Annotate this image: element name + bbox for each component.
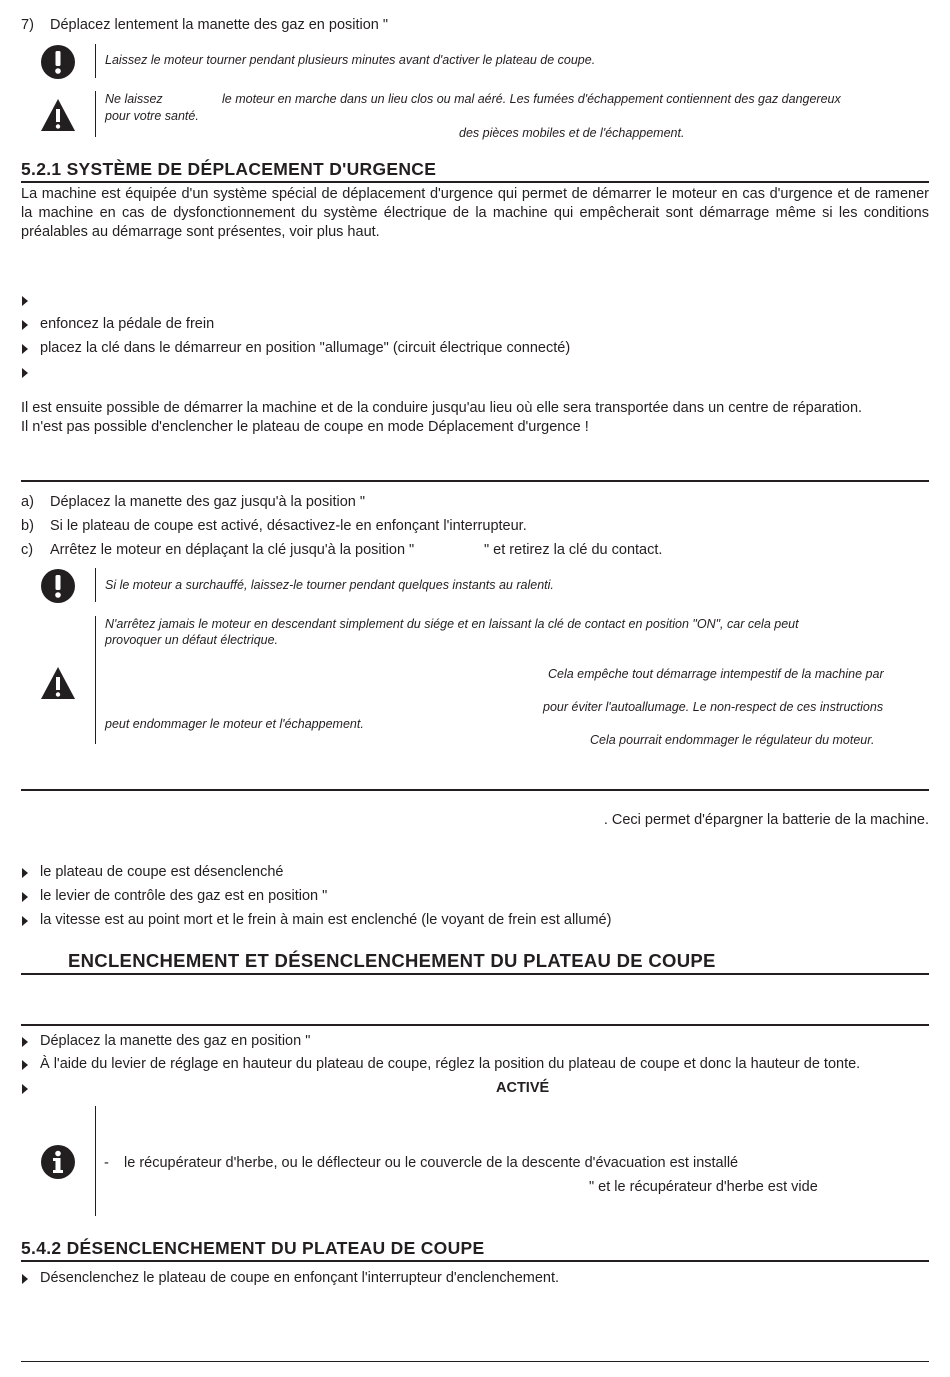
- note-text: Si le moteur a surchauffé, laissez-le tourner pendant quelques instants au ralenti.: [105, 578, 554, 592]
- info-divider: [95, 1106, 96, 1216]
- warning-text: pour votre santé.: [105, 109, 199, 123]
- bullet-arrow-icon: [22, 1084, 28, 1094]
- warning-divider: [95, 616, 96, 744]
- step-number: b): [21, 518, 34, 534]
- bullet-arrow-icon: [22, 892, 28, 902]
- section-rule: [21, 480, 929, 482]
- section-heading: ENCLENCHEMENT ET DÉSENCLENCHEMENT DU PLATEAU DE COUPE: [68, 950, 716, 971]
- note-text: Laissez le moteur tourner pendant plusieurs minutes avant d'activer le plateau de coupe.: [105, 53, 596, 67]
- info-dash: -: [104, 1155, 109, 1171]
- paragraph-line: Il est ensuite possible de démarrer la machine et de la conduire jusqu'au lieu où elle sera transportée dans un centre de réparation.: [21, 400, 863, 416]
- paragraph: La machine est équipée d'un système spécial de déplacement d'urgence qui permet de démarrer le moteur en cas d'urgence et de ramener la machine en cas de dysfonctionnement du système électrique de la machine qui empêcherait sont démarrage même si les conditions préalables au démarrage sont présentes, voir plus haut.: [21, 186, 929, 240]
- bullet-arrow-icon: [22, 916, 28, 926]
- warning-text: N'arrêtez jamais le moteur en descendant simplement du siége et en laissant la clé de contact en position "ON", car cela peut: [105, 617, 799, 631]
- section-heading: 5.2.1 SYSTÈME DE DÉPLACEMENT D'URGENCE: [21, 159, 437, 179]
- step-text: Si le plateau de coupe est activé, désactivez-le en enfonçant l'interrupteur.: [50, 518, 527, 534]
- warning-text: Ne laissez: [105, 92, 163, 106]
- step-text: Déplacez la manette des gaz jusqu'à la position ": [50, 494, 366, 510]
- step-text: " et retirez la clé du contact.: [484, 542, 663, 558]
- step-number: 7): [21, 17, 34, 33]
- list-item: À l'aide du levier de réglage en hauteur du plateau de coupe, réglez la position du plateau de coupe et donc la hauteur de tonte.: [40, 1056, 861, 1072]
- bullet-arrow-icon: [22, 368, 28, 378]
- info-text: le récupérateur d'herbe, ou le déflecteur ou le couvercle de la descente d'évacuation est installé: [124, 1155, 739, 1171]
- emphasis-text: ACTIVÉ: [496, 1080, 550, 1096]
- list-item: placez la clé dans le démarreur en position "allumage" (circuit électrique connecté): [40, 340, 571, 356]
- heading-rule: [21, 181, 929, 183]
- warning-text: Cela empêche tout démarrage intempestif de la machine par: [548, 667, 884, 681]
- footer-rule: [21, 1361, 929, 1362]
- list-item: la vitesse est au point mort et le frein à main est enclenché (le voyant de frein est allumé): [40, 912, 612, 928]
- bullet-arrow-icon: [22, 296, 28, 306]
- bullet-arrow-icon: [22, 1037, 28, 1047]
- note-divider: [95, 44, 96, 78]
- note-divider: [95, 568, 96, 602]
- section-rule: [21, 789, 929, 791]
- section-heading: 5.4.2 DÉSENCLENCHEMENT DU PLATEAU DE COUPE: [21, 1238, 485, 1258]
- bullet-arrow-icon: [22, 344, 28, 354]
- warning-triangle-icon: [40, 666, 76, 700]
- list-item: le levier de contrôle des gaz est en position ": [40, 888, 328, 904]
- paragraph-line: Il n'est pas possible d'enclencher le plateau de coupe en mode Déplacement d'urgence !: [21, 419, 589, 435]
- heading-rule: [21, 1260, 929, 1262]
- bullet-arrow-icon: [22, 1060, 28, 1070]
- warning-triangle-icon: [40, 98, 76, 132]
- warning-text: provoquer un défaut électrique.: [105, 633, 279, 647]
- exclamation-circle-icon: [40, 44, 76, 80]
- paragraph-line: . Ceci permet d'épargner la batterie de la machine.: [603, 812, 929, 828]
- list-item: Désenclenchez le plateau de coupe en enfonçant l'interrupteur d'enclenchement.: [40, 1270, 560, 1286]
- step-number: a): [21, 494, 34, 510]
- step-text: Arrêtez le moteur en déplaçant la clé jusqu'à la position ": [50, 542, 415, 558]
- bullet-arrow-icon: [22, 1274, 28, 1284]
- warning-text: des pièces mobiles et de l'échappement.: [459, 126, 685, 140]
- info-circle-icon: [40, 1144, 76, 1180]
- info-text: " et le récupérateur d'herbe est vide: [589, 1179, 818, 1195]
- warning-text: Cela pourrait endommager le régulateur du moteur.: [590, 733, 875, 747]
- warning-divider: [95, 91, 96, 137]
- step-text: Déplacez lentement la manette des gaz en position ": [50, 17, 389, 33]
- warning-text: le moteur en marche dans un lieu clos ou mal aéré. Les fumées d'échappement contiennent des gaz dangereux: [222, 92, 841, 106]
- step-number: c): [21, 542, 34, 558]
- list-item: Déplacez la manette des gaz en position ": [40, 1033, 311, 1049]
- list-item: le plateau de coupe est désenclenché: [40, 864, 284, 880]
- list-item: enfoncez la pédale de frein: [40, 316, 215, 332]
- heading-rule: [21, 973, 929, 975]
- warning-text: pour éviter l'autoallumage. Le non-respect de ces instructions: [543, 700, 884, 714]
- section-rule: [21, 1024, 929, 1026]
- bullet-arrow-icon: [22, 868, 28, 878]
- bullet-arrow-icon: [22, 320, 28, 330]
- warning-text: peut endommager le moteur et l'échappement.: [105, 717, 364, 731]
- exclamation-circle-icon: [40, 568, 76, 604]
